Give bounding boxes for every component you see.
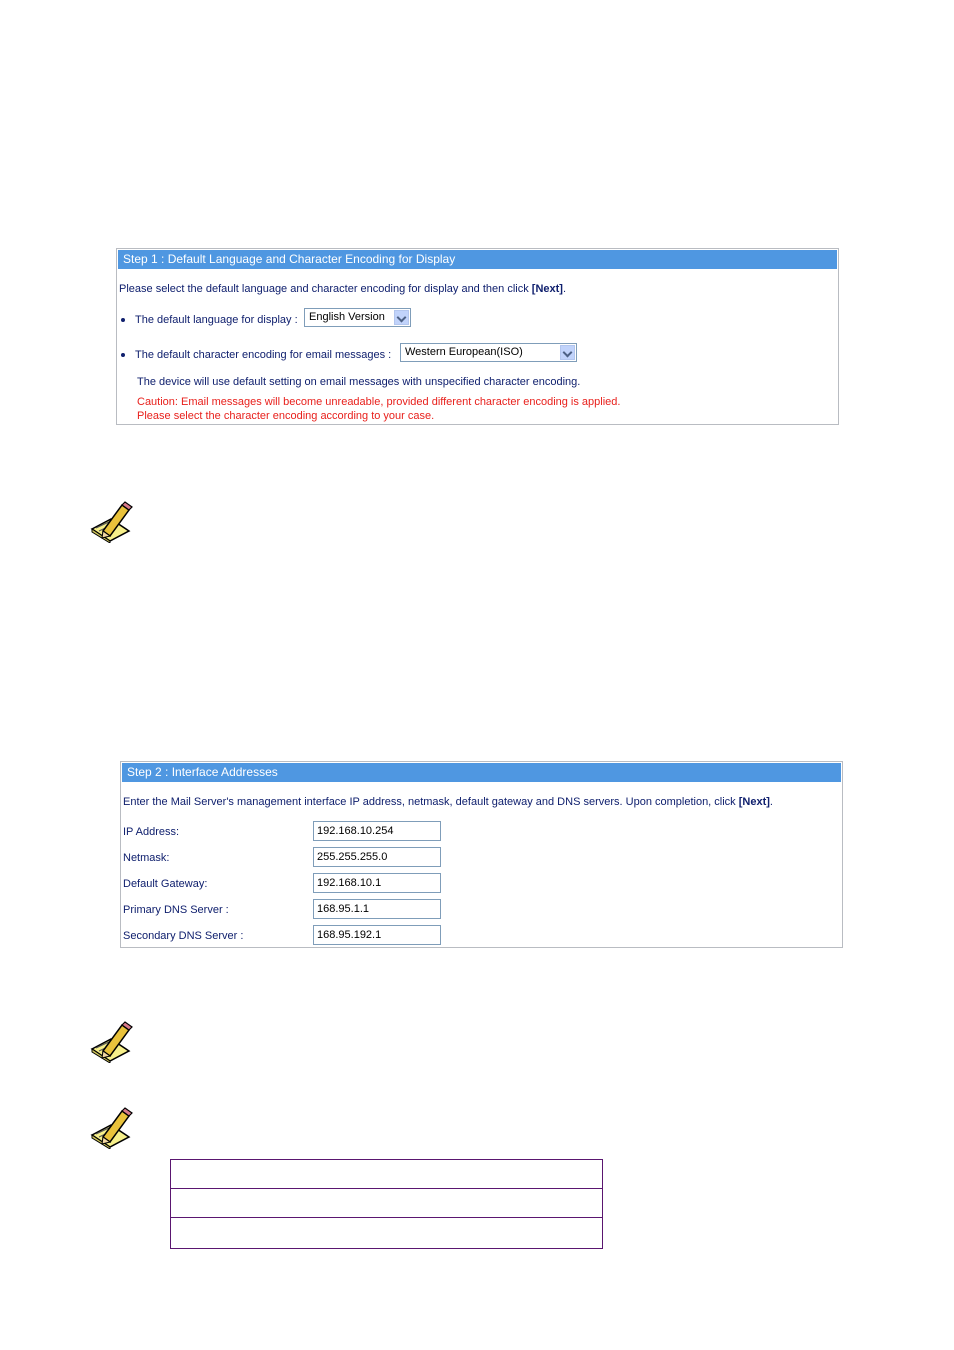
step1-header: Step 1 : Default Language and Character Encoding for Display: [118, 250, 837, 269]
language-select-value: English Version: [309, 311, 385, 323]
note-pencil-icon: [89, 1107, 133, 1149]
empty-table: [170, 1159, 603, 1249]
step2-panel: [120, 761, 843, 948]
encoding-select-value: Western European(ISO): [405, 346, 523, 358]
language-label: The default language for display :: [135, 314, 298, 326]
step2-header: Step 2 : Interface Addresses: [122, 763, 841, 782]
step2-intro-text: Enter the Mail Server's management interface IP address, netmask, default gateway and DNS servers. Upon completion, click: [123, 796, 739, 808]
encoding-bullet: [121, 353, 125, 357]
caution-line-2: Please select the character encoding according to your case.: [137, 410, 435, 422]
chevron-down-icon[interactable]: [560, 345, 575, 360]
note-pencil-icon: [89, 1021, 133, 1063]
ip-address-input[interactable]: [313, 821, 441, 841]
encoding-info: The device will use default setting on email messages with unspecified character encoding.: [137, 376, 581, 388]
encoding-select[interactable]: [400, 343, 577, 362]
caution-line-1: Caution: Email messages will become unreadable, provided different character encoding is applied.: [137, 396, 621, 408]
step2-intro: [123, 796, 773, 808]
primary-dns-label: Primary DNS Server :: [123, 904, 229, 916]
step1-panel: [116, 248, 839, 425]
table-row: [171, 1218, 602, 1248]
default-gateway-label: Default Gateway:: [123, 878, 208, 890]
chevron-down-icon[interactable]: [394, 310, 409, 325]
default-gateway-input[interactable]: [313, 873, 441, 893]
step1-intro-text: Please select the default language and character encoding for display and then click: [119, 283, 532, 295]
secondary-dns-label: Secondary DNS Server :: [123, 930, 244, 942]
netmask-label: Netmask:: [123, 852, 170, 864]
step1-intro-next: [Next]: [531, 283, 563, 295]
step1-intro: [119, 283, 566, 295]
note-pencil-icon: [89, 501, 133, 543]
encoding-label: The default character encoding for email messages :: [135, 349, 392, 361]
table-row: [171, 1160, 602, 1189]
ip-address-label: IP Address:: [123, 826, 180, 838]
step2-intro-next: [Next]: [738, 796, 770, 808]
primary-dns-input[interactable]: [313, 899, 441, 919]
netmask-input[interactable]: [313, 847, 441, 867]
secondary-dns-input[interactable]: [313, 925, 441, 945]
table-row: [171, 1189, 602, 1218]
language-bullet: [121, 318, 125, 322]
step1-intro-end: .: [562, 283, 567, 295]
language-select[interactable]: [304, 308, 411, 327]
step2-intro-end: .: [769, 796, 773, 808]
